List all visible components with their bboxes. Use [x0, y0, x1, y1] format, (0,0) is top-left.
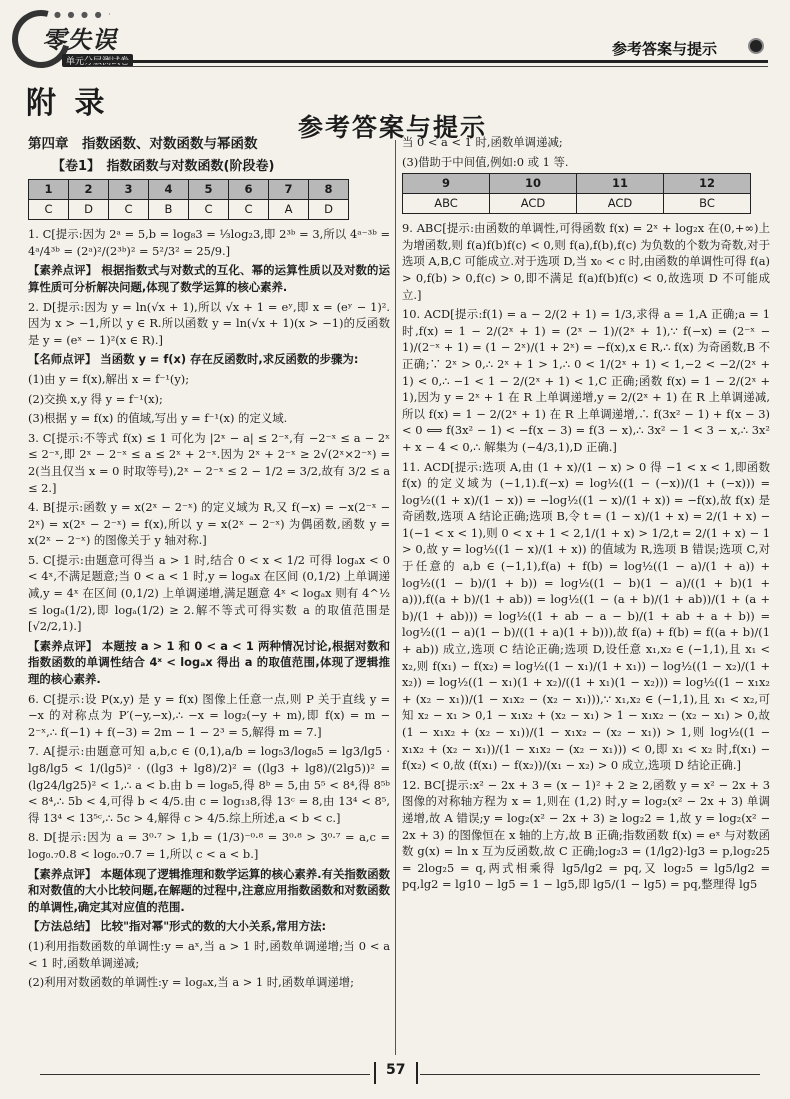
appendix-title: 附 录	[26, 86, 109, 121]
table-cell-num: 5	[189, 180, 229, 200]
table-cell-num: 3	[109, 180, 149, 200]
table-cell-num: 6	[229, 180, 269, 200]
answer-paragraph: 1. C[提示:因为 2ᵃ = 5,b = log₈3 = ⅓log₂3,即 2³ᵇ = 3,所以 4ᵃ⁻³ᵇ = 4ᵃ/4³ᵇ = (2ᵃ)²/(2³ᵇ)² = 5²/3² = 25/9.]	[28, 227, 390, 258]
table-cell-answer: C	[29, 200, 69, 220]
answer-table-right	[402, 173, 751, 214]
comment-paragraph: 【素养点评】 本题体现了逻辑推理和数学运算的核心素养.有关指数函数和对数值的大小比较问题,在解题的过程中,注意应用指数函数和对数函数的单调性,确定其对应值的范围.	[28, 866, 390, 914]
table-cell-num: 4	[149, 180, 189, 200]
footer-bar-left	[374, 1062, 376, 1084]
table-cell-answer: C	[189, 200, 229, 220]
step-paragraph: (1)利用指数函数的单调性:y = aˣ,当 a > 1 时,函数单调递增;当 0 < a < 1 时,函数单调递减;	[28, 938, 390, 970]
table-cell-num: 8	[309, 180, 349, 200]
step-paragraph: (2)利用对数函数的单调性:y = logₐx,当 a > 1 时,函数单调递增;	[28, 975, 354, 990]
step-paragraph: (3)借助于中间值,例如:0 或 1 等.	[402, 154, 569, 169]
method-paragraph: 【方法总结】 比较"指对幂"形式的数的大小关系,常用方法:	[28, 919, 327, 934]
table-cell-num: 10	[490, 174, 577, 194]
page-number: 57	[386, 1062, 406, 1078]
step-paragraph: (3)根据 y = f(x) 的值域,写出 y = f⁻¹(x) 的定义域.	[28, 411, 288, 426]
logo-subtitle: 单元分层测试卷	[62, 54, 133, 67]
table-cell-answer: ACD	[490, 194, 577, 214]
answer-paragraph: 6. C[提示:设 P(x,y) 是 y = f(x) 图像上任意一点,则 P 关于直线 y = −x 的对称点为 P′(−y,−x),∴ −x = log₂(−y + m),即 f(x) = m − 2⁻ˣ,∴ f(−1) + f(−3) = 2m − 1 − 2³ = 5,解得 m = 7.]	[28, 691, 390, 739]
answer-paragraph: 7. A[提示:由题意可知 a,b,c ∈ (0,1),a/b = log₅3/log₈5 = lg3/lg5 · lg8/lg5 < 1/(lg5)² · ((lg3 + lg8)/2)² = ((lg3 + lg8)/(2lg5))² = (lg24/lg25)² < 1,∴ a < b.由 b = log₈5,得 8ᵇ = 5,由 5⁵ < 8⁴,得 8⁵ᵇ < 8⁴,∴ 5b < 4,可得 b < 4/5.由 c = log₁₃8,得 13ᶜ = 8,由 13⁴ < 8⁵,得 13⁴ < 13⁵ᶜ,∴ 5c > 4,解得 c > 4/5.综上所述,a < b < c.]	[28, 744, 390, 825]
step-paragraph: (2)交换 x,y 得 y = f⁻¹(x);	[28, 391, 163, 406]
header-rule	[86, 60, 768, 63]
quiz-heading: 【卷1】 指数函数与对数函数(阶段卷)	[52, 158, 275, 174]
answer-paragraph: 11. ACD[提示:选项 A,由 (1 + x)/(1 − x) > 0 得 −1 < x < 1,即函数 f(x) 的定义域为 (−1,1).f(−x) = log½((1 − (−x))/(1 + (−x))) = log½((1 + x)/(1 − x)) = −log½((1 − x)/(1 + x)) = −f(x),故 f(x) 是奇函数,选项 A 结论正确;选项 B,令 t = (1 − x)/(1 + x) = 2/(1 + x) − 1(−1 < x < 1),则 0 < x + 1 < 2,1/(1 + x) > 1/2,t = 2/(1 + x) − 1 > 0,故 y = log½((1 − x)/(1 + x)) 的值域为 R,选项 B 错误;选项 C,对于任意的 a,b ∈ (−1,1),f(a) + f(b) = log½((1 − a)/(1 + a)) + log½((1 − b)/(1 + b)) = log½((1 − b)(1 − a)/((1 + b)(1 + a))),f((a + b)/(1 + ab)) = log½((1 − (a + b)/(1 + ab))/(1 + (a + b)/(1 + ab))) = log½((1 + ab − a − b)/(1 + ab + a + b)) = log½((1 − a)(1 − b)/((1 + a)(1 + b))),故 f(a) + f(b) = f((a + b)/(1 + ab)) 成立,选项 C 结论正确;选项 D,设任意 x₁,x₂ ∈ (−1,1),且 x₁ < x₂,则 f(x₁) − f(x₂) = log½((1 − x₁)/(1 + x₁)) − log½((1 − x₂)/(1 + x₂)) = log½((1 − x₁)(1 + x₂)/((1 + x₁)(1 − x₂))) = log½((1 − x₁x₂ + (x₂ − x₁))/(1 − x₁x₂ − (x₂ − x₁))),∵ x₁,x₂ ∈ (−1,1),且 x₁ < x₂,可知 x₂ − x₁ > 0,1 − x₁x₂ + (x₂ − x₁) > 1 − x₁x₂ − (x₂ − x₁) > 0,故 (1 − x₁x₂ + (x₂ − x₁))/(1 − x₁x₂ − (x₂ − x₁)) > 1,则 log½((1 − x₁x₂ + (x₂ − x₁))/(1 − x₁x₂ − (x₂ − x₁))) < 0,即 x₁ < x₂ 时,f(x₁) − f(x₂) < 0,故 (f(x₁) − f(x₂))/(x₁ − x₂) > 0 成立,选项 D 结论正确.]	[402, 459, 770, 773]
table-cell-answer: BC	[664, 194, 751, 214]
header-title: 参考答案与提示	[612, 40, 718, 58]
table-cell-answer: B	[149, 200, 189, 220]
table-cell-answer: ACD	[577, 194, 664, 214]
footer-bar-right	[416, 1062, 418, 1084]
table-cell-num: 11	[577, 174, 664, 194]
table-cell-answer: ABC	[403, 194, 490, 214]
answer-paragraph: 2. D[提示:因为 y = ln(√x + 1),所以 √x + 1 = eʸ,即 x = (eʸ − 1)².因为 x > −1,所以 y ∈ R.所以函数 y = ln(√x + 1)(x > −1)的反函数是 y = (eˣ − 1)²(x ∈ R).]	[28, 299, 390, 347]
left-column	[28, 136, 390, 994]
right-column	[402, 134, 770, 896]
table-cell-answer: D	[309, 200, 349, 220]
answer-paragraph: 9. ABC[提示:由函数的单调性,可得函数 f(x) = 2ˣ + log₂x 在(0,+∞)上为增函数,则 f(a)f(b)f(c) < 0,则 f(a),f(b),f(c) 为负数的个数为奇数,对于选项 A,B,C 可能成立.对于选项 D,当 x₀ < c 时,由函数的单调性可得 f(a) > 0,f(b) > 0,f(c) > 0,即不满足 f(a)f(b)f(c) < 0,故选项 D 不可能成立.]	[402, 221, 770, 302]
comment-paragraph: 【名师点评】 当函数 y = f(x) 存在反函数时,求反函数的步骤为:	[28, 352, 359, 367]
comment-paragraph: 【素养点评】 本题按 a > 1 和 0 < a < 1 两种情况讨论,根据对数和指数函数的单调性结合 4ˣ < logₐx 得出 a 的取值范围,体现了逻辑推理的核心素养.	[28, 638, 390, 687]
footer-rule-right	[420, 1074, 760, 1075]
answer-paragraph: 12. BC[提示:x² − 2x + 3 = (x − 1)² + 2 ≥ 2,函数 y = x² − 2x + 3 图像的对称轴方程为 x = 1,则在 (1,2) 时,y = log₂(x² − 2x + 3) 单调递增,故 A 错误;y = log₂(x² − 2x + 3) ≥ log₂2 = 1,故 y = log₂(x² − 2x + 3) 的图像恒在 x 轴的上方,故 B 正确;指数函数 f(x) = eˣ 与对数函数 g(x) = ln x 互为反函数,故 C 正确;log₂3 = (1/lg2)·lg3 = p,log₂25 = 2log₂5 = q,两式相乘得 lg5/lg2 = pq,又 log₂5 = lg5/lg2 = pq,lg2 = lg10 − lg5 = 1 − lg5,即 lg5/(1 − lg5) = pq,整理得 lg5	[402, 777, 770, 892]
answer-paragraph: 5. C[提示:由题意可得当 a > 1 时,结合 0 < x < 1/2 可得 logₐx < 0 < 4ˣ,不满足题意;当 0 < a < 1 时,y = logₐx 在区间 (0,1/2) 上单调递减,y = 4ˣ 在区间 (0,1/2) 上单调递增,满足题意 4ˣ < logₐx 则有 4^½ ≤ logₐ(1/2),即 logₐ(1/2) ≥ 2.解不等式可得实数 a 的取值范围是 [√2/2,1).]	[28, 552, 390, 634]
page-title: 参考答案与提示	[298, 113, 488, 142]
table-cell-answer: C	[109, 200, 149, 220]
table-cell-num: 2	[69, 180, 109, 200]
answer-paragraph: 3. C[提示:不等式 f(x) ≤ 1 可化为 |2ˣ − a| ≤ 2⁻ˣ,有 −2⁻ˣ ≤ a − 2ˣ ≤ 2⁻ˣ,即 2ˣ − 2⁻ˣ ≤ a ≤ 2ˣ + 2⁻ˣ.因为 2ˣ + 2⁻ˣ ≥ 2√(2ˣ×2⁻ˣ) = 2(当且仅当 x = 0 时取等号),2ˣ − 2⁻ˣ ≤ 2 − 1/2 = 3/2,故有 3/2 ≤ a ≤ 2.]	[28, 430, 390, 495]
comment-paragraph: 【素养点评】 根据指数式与对数式的互化、幂的运算性质以及对数的运算性质可分析解决问题,体现了数学运算的核心素养.	[28, 263, 390, 294]
table-cell-num: 7	[269, 180, 309, 200]
answer-paragraph: 10. ACD[提示:f(1) = a − 2/(2 + 1) = 1/3,求得 a = 1,A 正确;a = 1 时,f(x) = 1 − 2/(2ˣ + 1) = (2ˣ − 1)/(2ˣ + 1),∵ f(−x) = (2⁻ˣ − 1)/(2⁻ˣ + 1) = (1 − 2ˣ)/(1 + 2ˣ) = −f(x),x ∈ R,∴ f(x) 为奇函数,B 不正确;∵ 2ˣ > 0,∴ 2ˣ + 1 > 1,∴ 0 < 1/(2ˣ + 1) < 1,−2 < −2/(2ˣ + 1) < 0,∴ −1 < 1 − 2/(2ˣ + 1) < 1,C 正确;函数 f(x) = 1 − 2/(2ˣ + 1),因为 y = 2ˣ + 1 在 R 上单调递增,y = 2/(2ˣ + 1) 在 R 上单调递减,所以 f(x) = 1 − 2/(2ˣ + 1) 在 R 上单调递增,∴ f(3x² − 1) + f(x − 3) < 0 ⟺ f(3x² − 1) < −f(x − 3) = f(3 − x),∴ 3x² − 1 < 3 − x,∴ 3x² + x − 4 < 0,∴ 解集为 (−4/3,1),D 正确.]	[402, 307, 770, 454]
column-divider	[395, 140, 396, 1055]
step-paragraph: (1)由 y = f(x),解出 x = f⁻¹(y);	[28, 371, 190, 386]
table-cell-answer: A	[269, 200, 309, 220]
table-cell-num: 1	[29, 180, 69, 200]
table-cell-num: 12	[664, 174, 751, 194]
footer-rule-left	[40, 1074, 370, 1075]
logo: 零失误	[42, 26, 117, 54]
answer-table-left	[28, 179, 349, 220]
logo-dots: ● ● ● ● ·	[54, 10, 113, 19]
table-cell-answer: C	[229, 200, 269, 220]
chapter-heading: 第四章 指数函数、对数函数与幂函数	[28, 136, 258, 152]
answer-paragraph: 8. D[提示:因为 a = 3⁰·⁷ > 1,b = (1/3)⁻⁰·⁸ = 3⁰·⁸ > 3⁰·⁷ = a,c = log₀.₇0.8 < log₀.₇0.7 = 1,所以 c < a < b.]	[28, 830, 390, 861]
answer-paragraph: 4. B[提示:函数 y = x(2ˣ − 2⁻ˣ) 的定义域为 R,又 f(−x) = −x(2⁻ˣ − 2ˣ) = x(2ˣ − 2⁻ˣ) = f(x),所以 y = x(2ˣ − 2⁻ˣ) 为偶函数,函数 y = x(2ˣ − 2⁻ˣ) 的图像关于 y 轴对称.]	[28, 500, 390, 548]
step-paragraph: 当 0 < a < 1 时,函数单调递减;	[402, 135, 563, 149]
table-cell-answer: D	[69, 200, 109, 220]
header-circle-icon	[748, 38, 764, 54]
table-cell-num: 9	[403, 174, 490, 194]
header-rule-thin	[86, 66, 768, 67]
